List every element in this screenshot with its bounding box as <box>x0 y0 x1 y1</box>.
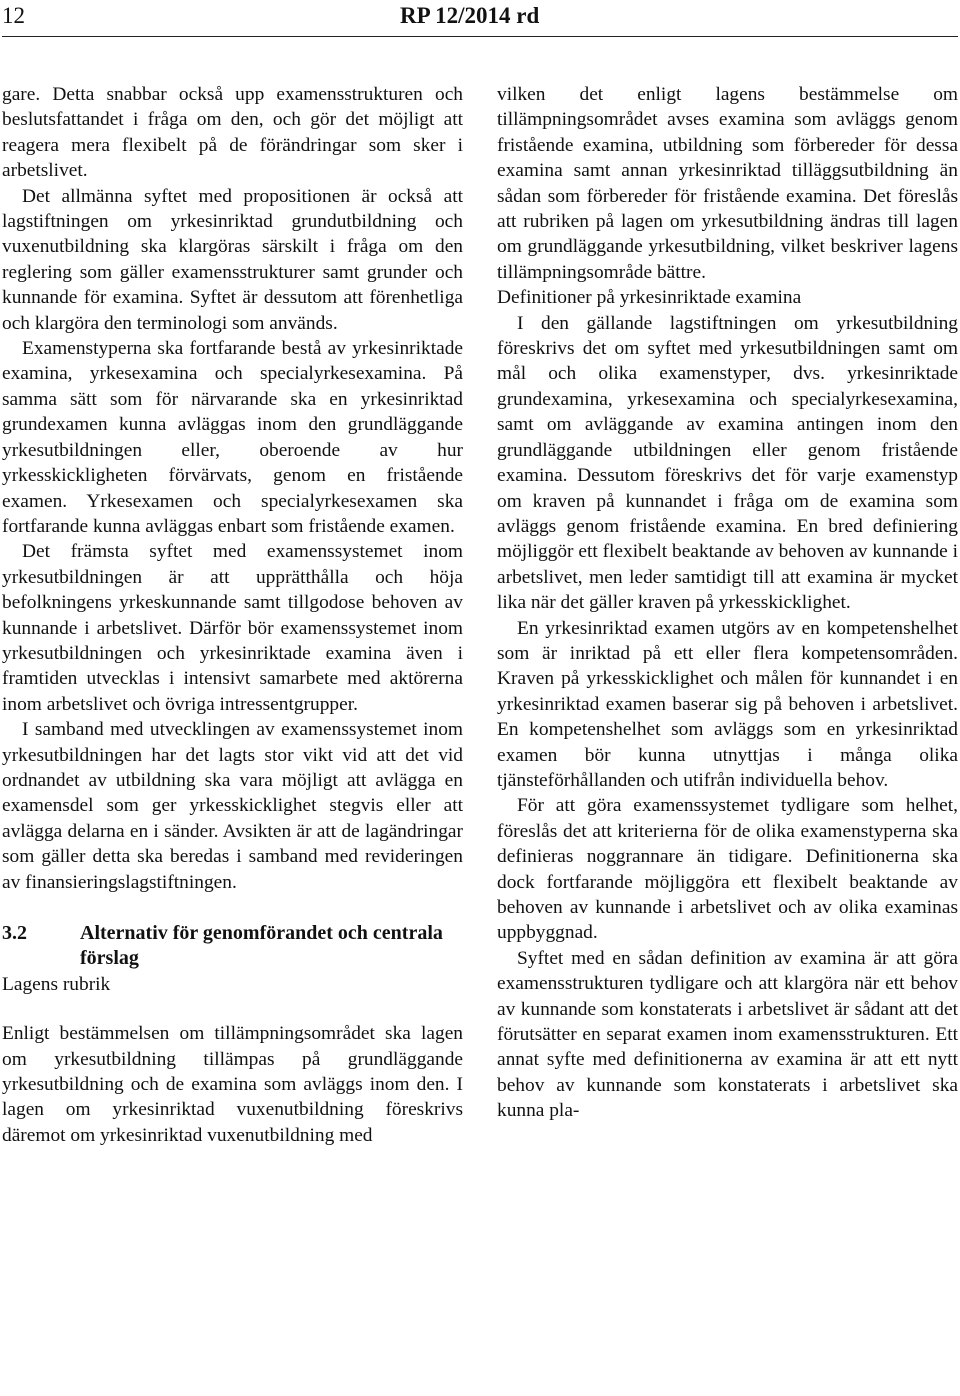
right-column <box>497 82 958 1124</box>
page-number: 12 <box>2 3 25 28</box>
paragraph: En yrkesinriktad examen utgörs av en kompetenshelhet som är inriktad på ett eller flera kompetensområden. Kraven på yrkesskicklighet och målen för kunnandet i en yrkesinriktad examen baserar sig på behoven i arbetslivet. En kompetenshelhet som avläggs som en yrkesinriktad examen bör kunna utnyttjas i många olika tjänsteförhållanden och utifrån individuella behov. <box>497 617 958 791</box>
left-column <box>2 82 463 1148</box>
section-number: 3.2 <box>2 922 27 944</box>
document-identifier: RP 12/2014 rd <box>400 3 540 28</box>
header-rule <box>2 36 958 37</box>
paragraph: För att göra examenssystemet tydligare som helhet, föreslås det att kriterierna för de olika examenstyperna ska definieras noggrannare än tidigare. Definitionerna ska dock fortfarande möjliggöra ett flexibelt beaktande av behoven av kunnande i arbetslivet och av olika examinas uppbyggnad. <box>497 795 958 944</box>
paragraph: vilken det enligt lagens bestämmelse om tillämpningsområdet avses examina som avläggs genom fristående examina, utbildning som förbereder för dessa examina samt annan yrkesinriktad tilläggsutbildning än sådan som förbereder för fristående examina. Det föreslås att rubriken på lagen om yrkesutbildning ändras till lagen om grundläggande yrkesutbildning, vilket beskriver lagens tillämpningsområde bättre. <box>497 84 958 283</box>
page-header <box>0 0 960 36</box>
paragraph: gare. Detta snabbar också upp examensstrukturen och beslutsfattandet i fråga om den, och gör det möjligt att reagera mera flexibelt på de förändringar som sker i arbetslivet. <box>2 84 463 182</box>
section-title: Alternativ för genomförandet och centrala förslag <box>80 922 443 970</box>
subheading: Definitioner på yrkesinriktade examina <box>497 287 802 309</box>
paragraph: Det främsta syftet med examenssystemet inom yrkesutbildningen är att upprätthålla och höja befolkningens yrkeskunnande samt tillgodose behoven av kunnande i arbetslivet. Därför bör examenssystemet inom yrkesutbildningen och yrkesinriktade examina även i framtiden utvecklas i intensivt samarbete med aktörerna inom arbetslivet och övriga intressentgrupper. <box>2 541 463 715</box>
paragraph: Syftet med en sådan definition av examina är att göra examensstrukturen tydligare och att klargöra när ett behov av kunnande som konstaterats i arbetslivet är sådant att det förutsätter en separat examen inom examensstrukturen. Ett annat syfte med definitionerna av examina är att ett nytt behov av kunnande som konstaterats i arbetslivet ska kunna pla- <box>497 947 958 1122</box>
subheading: Lagens rubrik <box>2 973 111 995</box>
paragraph: Det allmänna syftet med propositionen är också att lagstiftningen om yrkesinriktad grundutbildning och vuxenutbildning ska klargöras särskilt i fråga om den reglering som gäller examensstrukturer samt grunder och kunnande för examina. Syftet är dessutom att förenhetliga och klargöra den terminologi som används. <box>2 185 463 334</box>
section-heading <box>2 921 463 972</box>
paragraph: Examenstyperna ska fortfarande bestå av yrkesinriktade examina, yrkesexamina och specialyrkesexamina. På samma sätt som för närvarande ska en yrkesinriktad grundexamen kunna avläggas inom den grundläggande yrkesutbildningen eller, oberoende av hur yrkesskickligheten förvärvats, genom en fristående examen. Yrkesexamen och specialyrkesexamen ska fortfarande kunna avläggas enbart som fristående examen. <box>2 338 463 537</box>
paragraph: I samband med utvecklingen av examenssystemet inom yrkesutbildningen har det lagts stor vikt vid att det vid ordnandet av utbildning ska vara möjligt att avlägga en examensdel som ger yrkesskicklighet stegvis eller att avlägga delarna en i sänder. Avsikten är att de lagändringar som gäller detta ska beredas i samband med revideringen av finansieringslagstiftningen. <box>2 719 463 893</box>
paragraph: Enligt bestämmelsen om tillämpningsområdet ska lagen om yrkesutbildning tillämpas på grundläggande yrkesutbildning och de examina som avläggs inom den. I lagen om yrkesinriktad vuxenutbildning föreskrivs däremot om yrkesinriktad vuxenutbildning med <box>2 1023 463 1146</box>
paragraph: I den gällande lagstiftningen om yrkesutbildning föreskrivs det om syftet med yrkesutbildningen samt om mål och olika examenstyper, dvs. yrkesinriktade grundexamina, yrkesexamina och specialyrkesexamina, samt om avläggande av examina antingen inom den grundläggande utbildningen eller genom fristående examina. Dessutom föreskrivs det för varje examenstyp om kraven på kunnandet i fråga om de examina som avläggs genom fristående examina. En bred definiering möjliggör ett flexibelt beaktande av behoven av kunnande i arbetslivet, men leder samtidigt till att examina är mycket lika när det gäller kraven på yrkesskicklighet. <box>497 312 958 614</box>
